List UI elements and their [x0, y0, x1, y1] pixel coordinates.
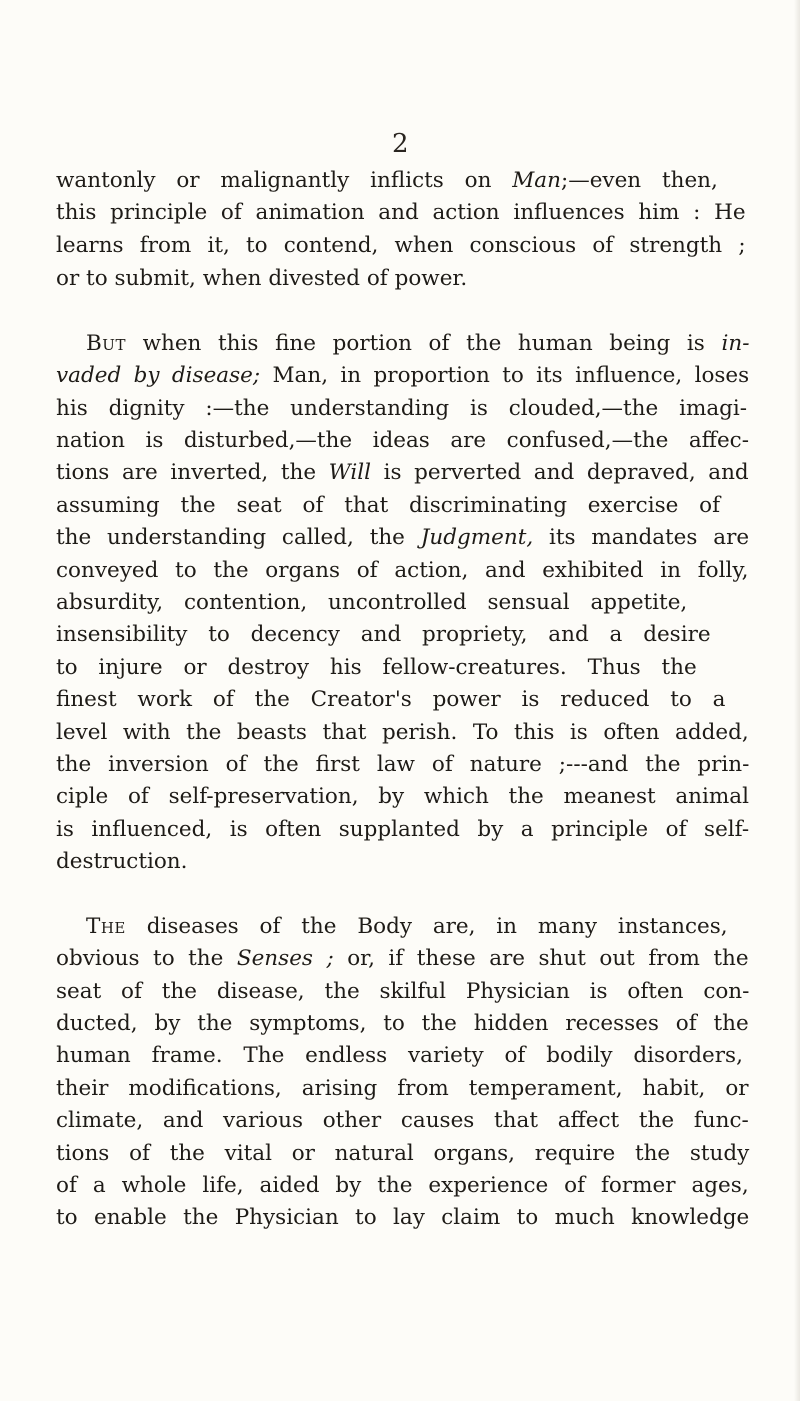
text-run: ;—even then,: [560, 168, 718, 193]
text-line: [56, 722, 749, 744]
text-line: [56, 657, 697, 679]
text-run: wantonly or malignantly inflicts on: [56, 168, 513, 193]
text-line: [56, 1013, 749, 1035]
text-line: [56, 1207, 749, 1229]
text-line: [56, 819, 749, 841]
text-run: to injure or destroy his fellow-creatures. Thus the: [56, 655, 697, 680]
text-line: [56, 398, 747, 420]
text-run: climate, and various other causes that affect the func-: [56, 1108, 749, 1133]
italic-text: vaded by disease;: [56, 363, 261, 388]
text-run: seat of the disease, the skilful Physician is often con-: [56, 979, 750, 1004]
text-line: [56, 202, 746, 224]
page-number: 2: [392, 129, 409, 159]
text-line: [56, 981, 749, 1003]
italic-text: in-: [721, 331, 750, 356]
text-run: finest work of the Creator's power is reduced to a: [56, 687, 726, 712]
text-run: diseases of the Body are, in many instances,: [125, 914, 728, 939]
text-line: [56, 268, 467, 290]
text-line: [56, 462, 749, 484]
text-run: the inversion of the first law of nature ;---and the prin-: [56, 752, 750, 777]
text-run: destruction.: [56, 849, 188, 874]
text-run: absurdity, contention, uncontrolled sensual appetite,: [56, 590, 688, 615]
text-line: [56, 786, 749, 808]
text-run: is influenced, is often supplanted by a principle of self-: [56, 817, 750, 842]
text-run: obvious to the: [56, 946, 237, 971]
text-line: [56, 948, 749, 970]
page-edge-shadow: [794, 0, 800, 1401]
text-run: assuming the seat of that discriminating exercise of: [56, 493, 721, 518]
text-line: [56, 851, 187, 873]
text-line: [86, 916, 728, 938]
text-run: is perverted and depraved, and: [371, 460, 749, 485]
text-line: [56, 527, 749, 549]
text-run: to enable the Physician to lay claim to much knowledge: [56, 1205, 750, 1230]
text-run: its mandates are: [533, 525, 750, 550]
small-caps-text: The: [86, 914, 126, 939]
text-run: ciple of self-preservation, by which the meanest animal: [56, 784, 749, 809]
text-line: [56, 560, 749, 582]
italic-text: Senses ;: [236, 946, 334, 971]
text-run: insensibility to decency and propriety, and a desire: [56, 622, 711, 647]
text-line: [56, 689, 726, 711]
text-line: [56, 365, 749, 387]
text-run: nation is disturbed,—the ideas are confused,—the affec-: [56, 428, 749, 453]
text-line: [56, 1078, 749, 1100]
text-run: Man, in proportion to its influence, loses: [260, 363, 750, 388]
text-run: level with the beasts that perish. To this is often added,: [56, 720, 749, 745]
text-run: human frame. The endless variety of bodily disorders,: [56, 1043, 743, 1068]
italic-text: Judgment,: [420, 525, 534, 550]
text-run: conveyed to the organs of action, and exhibited in folly,: [56, 558, 749, 583]
text-line: [56, 235, 746, 257]
text-line: [56, 1143, 749, 1165]
small-caps-text: But: [86, 331, 126, 356]
text-run: when this fine portion of the human being is: [125, 331, 722, 356]
text-run: their modifications, arising from temperament, habit, or: [56, 1076, 749, 1101]
text-line: [56, 754, 749, 776]
text-run: learns from it, to contend, when conscious of strength ;: [56, 233, 746, 258]
text-run: his dignity :—the understanding is clouded,—the imagi-: [56, 396, 748, 421]
text-run: ducted, by the symptoms, to the hidden recesses of the: [56, 1011, 749, 1036]
text-run: this principle of animation and action influences him : He: [56, 200, 746, 225]
text-line: [56, 170, 718, 192]
text-run: tions of the vital or natural organs, require the study: [56, 1141, 750, 1166]
text-run: or, if these are shut out from the: [333, 946, 749, 971]
text-line: [56, 495, 720, 517]
text-run: the understanding called, the: [56, 525, 421, 550]
italic-text: Will: [328, 460, 372, 485]
text-line: [56, 592, 687, 614]
text-line: [56, 430, 749, 452]
text-line: [56, 1110, 749, 1132]
text-line: [56, 624, 711, 646]
text-line: [86, 333, 749, 355]
text-run: or to submit, when divested of power.: [56, 266, 468, 291]
italic-text: Man: [512, 168, 561, 193]
text-line: [56, 1045, 743, 1067]
text-line: [56, 1175, 749, 1197]
text-run: tions are inverted, the: [56, 460, 329, 485]
text-run: of a whole life, aided by the experience of former ages,: [56, 1173, 749, 1198]
